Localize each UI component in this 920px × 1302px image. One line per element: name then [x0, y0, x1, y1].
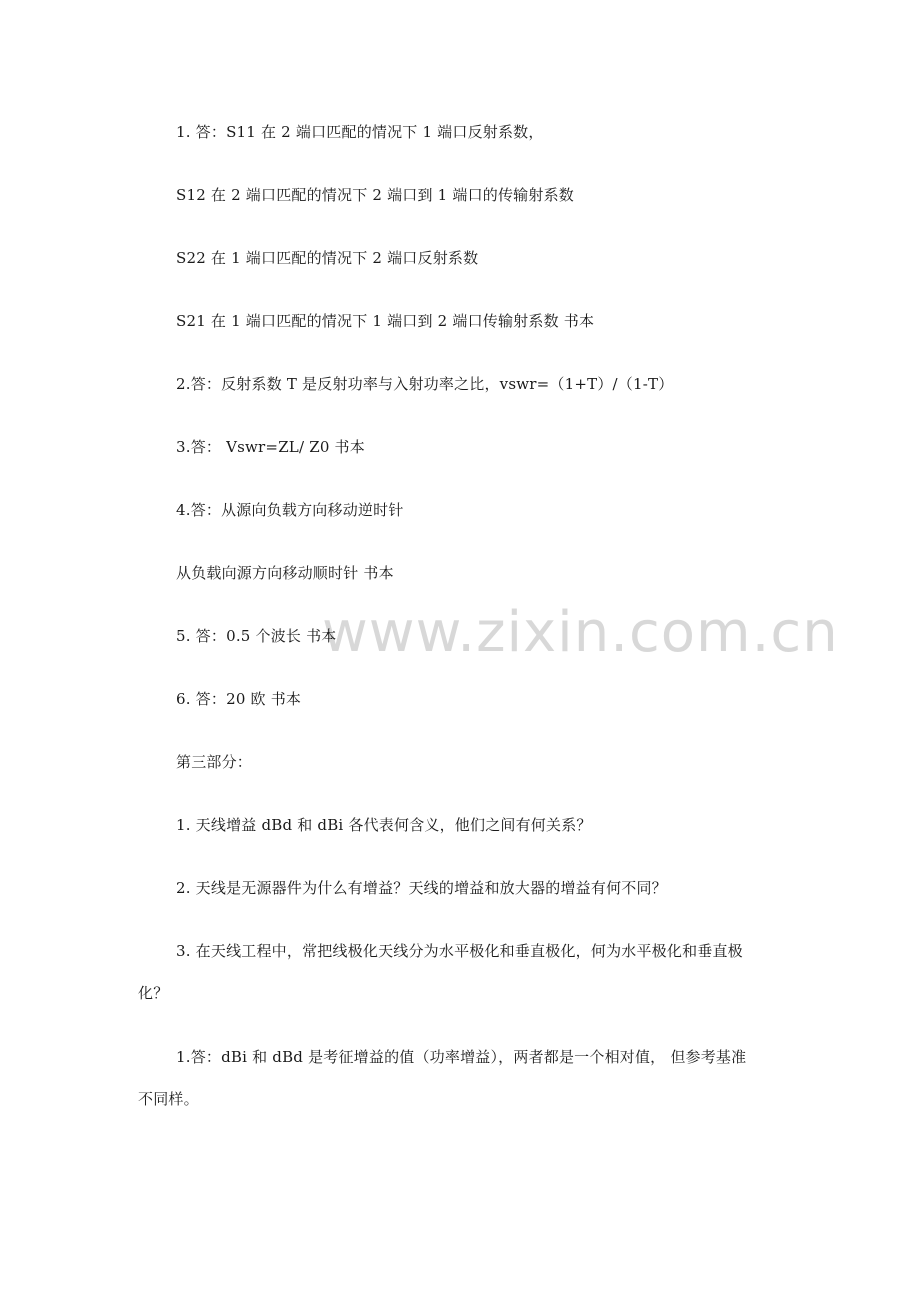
answer-1-s22: S22 在 1 端口匹配的情况下 2 端口反射系数: [176, 249, 479, 267]
answer-5: 5. 答：0.5 个波长 书本: [176, 627, 337, 645]
answer-3: 3.答： Vswr=ZL/ Z0 书本: [176, 438, 365, 456]
answer-1-s21: S21 在 1 端口匹配的情况下 1 端口到 2 端口传输射系数 书本: [176, 312, 595, 330]
question-1: 1. 天线增益 dBd 和 dBi 各代表何含义，他们之间有何关系？: [176, 816, 592, 834]
answer-2: 2.答：反射系数 T 是反射功率与入射功率之比，vswr=（1+T）/（1-T）: [176, 375, 674, 393]
question-3-line2: 化？: [138, 984, 169, 1002]
answer-4-line2: 从负载向源方向移动顺时针 书本: [176, 564, 394, 582]
answer-4-line1: 4.答：从源向负载方向移动逆时针: [176, 501, 404, 519]
section-heading-part-3: 第三部分：: [176, 753, 253, 771]
watermark: www.zixin.com.cn: [322, 600, 839, 665]
answer-1-s11: 1. 答：S11 在 2 端口匹配的情况下 1 端口反射系数，: [176, 123, 544, 141]
answer-part3-1-line2: 不同样。: [138, 1090, 199, 1108]
question-2: 2. 天线是无源器件为什么有增益？天线的增益和放大器的增益有何不同？: [176, 879, 667, 897]
question-3-line1: 3. 在天线工程中，常把线极化天线分为水平极化和垂直极化，何为水平极化和垂直极: [176, 942, 743, 960]
answer-6: 6. 答：20 欧 书本: [176, 690, 302, 708]
answer-part3-1-line1: 1.答：dBi 和 dBd 是考征增益的值（功率增益），两者都是一个相对值， 但参考基准: [176, 1048, 747, 1066]
answer-1-s12: S12 在 2 端口匹配的情况下 2 端口到 1 端口的传输射系数: [176, 186, 574, 204]
